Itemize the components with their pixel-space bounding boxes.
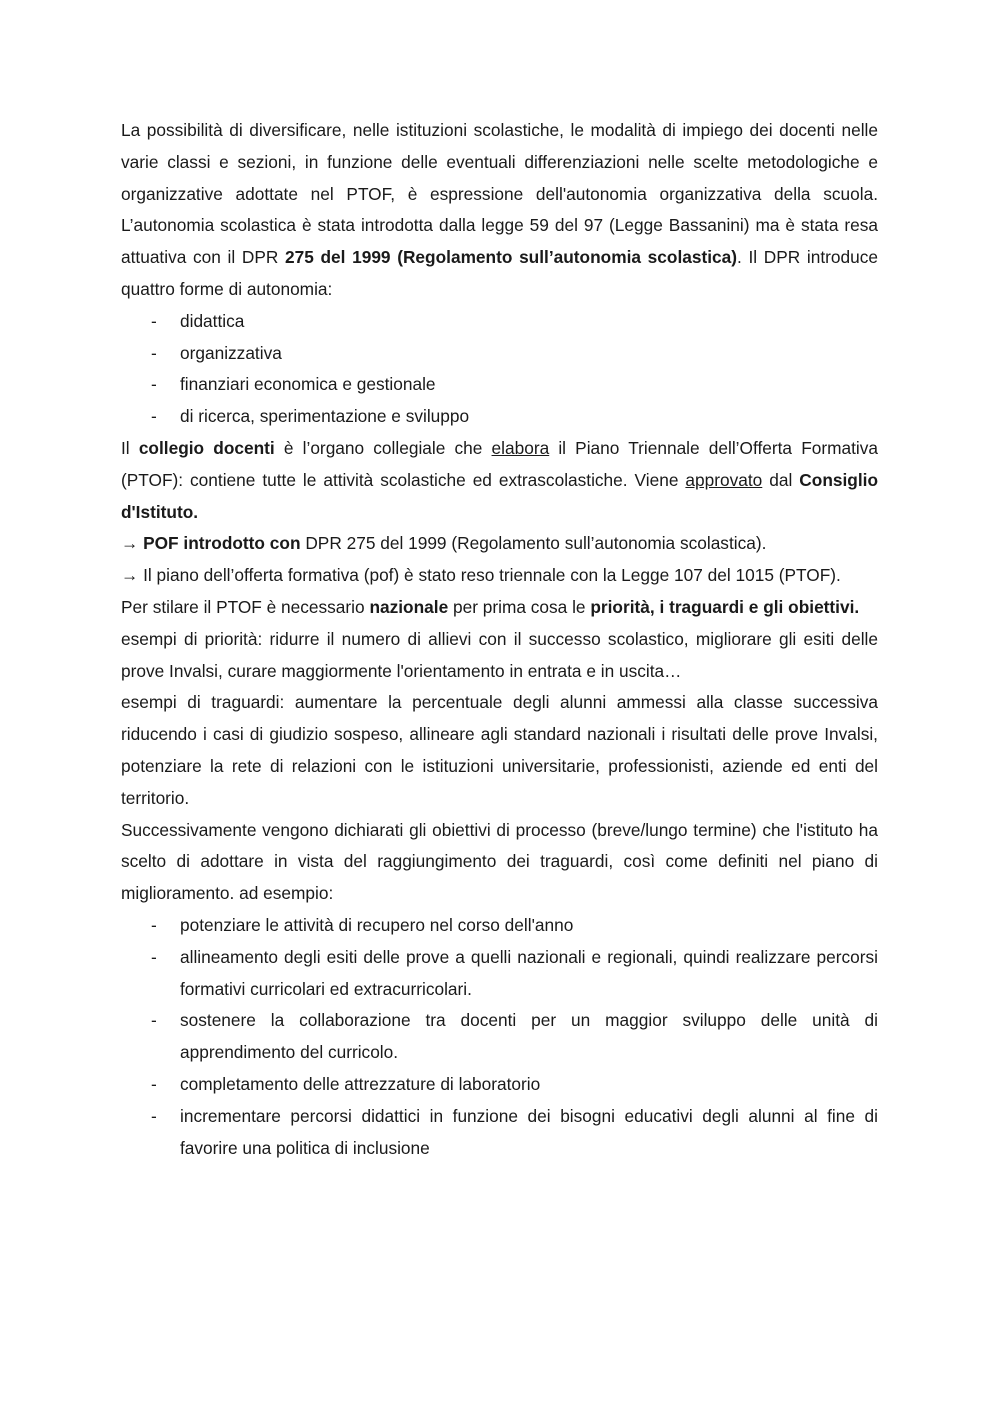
list-item [121,1005,878,1069]
priorities-bold: priorità, i traguardi e gli obiettivi. [590,596,860,617]
consiglio-istituto: Consiglio d'Istituto. [121,469,879,522]
obiettivi-list [121,910,878,1164]
nazionale-bold: nazionale [369,596,449,617]
dash-bullet: - [151,914,157,935]
list-item [121,1101,878,1165]
list-item [121,338,878,370]
list-item [121,942,878,1006]
pof-heading: POF introdotto con [143,533,301,554]
arrow-icon: → [121,533,144,554]
text-run: Il [121,437,139,458]
intro-paragraph [121,115,878,306]
collegio-docenti: collegio docenti [138,437,275,458]
dash-bullet: - [151,310,157,331]
text-run: Per stilare il PTOF è necessario [121,596,370,617]
list-item [121,910,878,942]
pof-paragraph [121,528,878,560]
dash-bullet: - [151,374,157,395]
approvato-underlined: approvato [685,469,763,490]
dash-bullet: - [151,946,157,967]
successivamente-paragraph: Successivamente vengono dichiarati gli obiettivi di processo (breve/lungo termine) che l'istituto ha scelto di adottare in vista del raggiungimento dei traguardi, così come definiti nel piano di miglioramento. ad esempio: [121,819,878,904]
collegio-paragraph [121,433,878,528]
esempi-priorita-paragraph: esempi di priorità: ridurre il numero di allievi con il successo scolastico, migliorare gli esiti delle prove Invalsi, curare maggiormente l'orientamento in entrata e in uscita… [121,628,878,681]
text-run: DPR 275 del 1999 (Regolamento sull’autonomia scolastica). [300,533,767,554]
list-item-text: potenziare le attività di recupero nel corso dell'anno [180,914,574,935]
list-item [121,369,878,401]
list-item-text: organizzativa [180,342,282,363]
dash-bullet: - [151,342,157,363]
list-item-text: completamento delle attrezzature di laboratorio [180,1073,541,1094]
list-item-text: sostenere la collaborazione tra docenti per un maggior sviluppo delle unità di apprendimento del curricolo. [180,1010,878,1063]
list-item [121,306,878,338]
text-run: per prima cosa le [448,596,591,617]
elabora-underlined: elabora [491,437,550,458]
dash-bullet: - [151,406,157,427]
dash-bullet: - [151,1105,157,1126]
list-item-text: didattica [180,310,245,331]
esempi-traguardi-paragraph: esempi di traguardi: aumentare la percentuale degli alunni ammessi alla classe successiva riducendo i casi di giudizio sospeso, allineare agli standard nazionali i risultati delle prove Invalsi, potenziare la rete di relazioni con le istituzioni universitarie, professionisti, aziende ed enti del territorio. [121,692,878,808]
list-item-text: incrementare percorsi didattici in funzione dei bisogni educativi degli alunni al fine di favorire una politica di inclusione [180,1105,878,1158]
list-item-text: di ricerca, sperimentazione e sviluppo [180,406,470,427]
intro-text-end: . Il DPR introduce quattro forme di autonomia: [121,247,878,299]
stilare-paragraph [121,592,878,624]
text-run: è l’organo collegiale che [274,437,492,458]
list-item-text: allineamento degli esiti delle prove a quelli nazionali e regionali, quindi realizzare percorsi formativi curricolari ed extracurricolari. [180,946,878,999]
dash-bullet: - [151,1073,157,1094]
intro-text: La possibilità di diversificare, nelle istituzioni scolastiche, le modalità di impiego dei docenti nelle varie classi e sezioni, in funzione delle eventuali differenziazioni nelle scelte metodologiche e organizzative adottate nel PTOF, è espressione dell'autonomia organizzativa della scuola. L’autonomia scolastica è stata introdotta dalla legge 59 del 97 (Legge Bassanini) ma è stata resa attuativa con il DPR [121,120,878,268]
text-run: il Piano Triennale dell’Offerta Formativa (PTOF): contiene tutte le attività scolastiche ed extrascolastiche. Viene [121,437,879,490]
list-item [121,401,878,433]
list-item [121,1069,878,1101]
autonomy-forms-list [121,306,878,433]
dpr-reference: 275 del 1999 (Regolamento sull’autonomia scolastica) [284,247,737,268]
text-run: dal [762,469,800,490]
dash-bullet: - [151,1010,157,1031]
list-item-text: finanziari economica e gestionale [180,374,436,395]
triennale-paragraph: → Il piano dell’offerta formativa (pof) è stato reso triennale con la Legge 107 del 1015 (PTOF). [121,565,841,586]
